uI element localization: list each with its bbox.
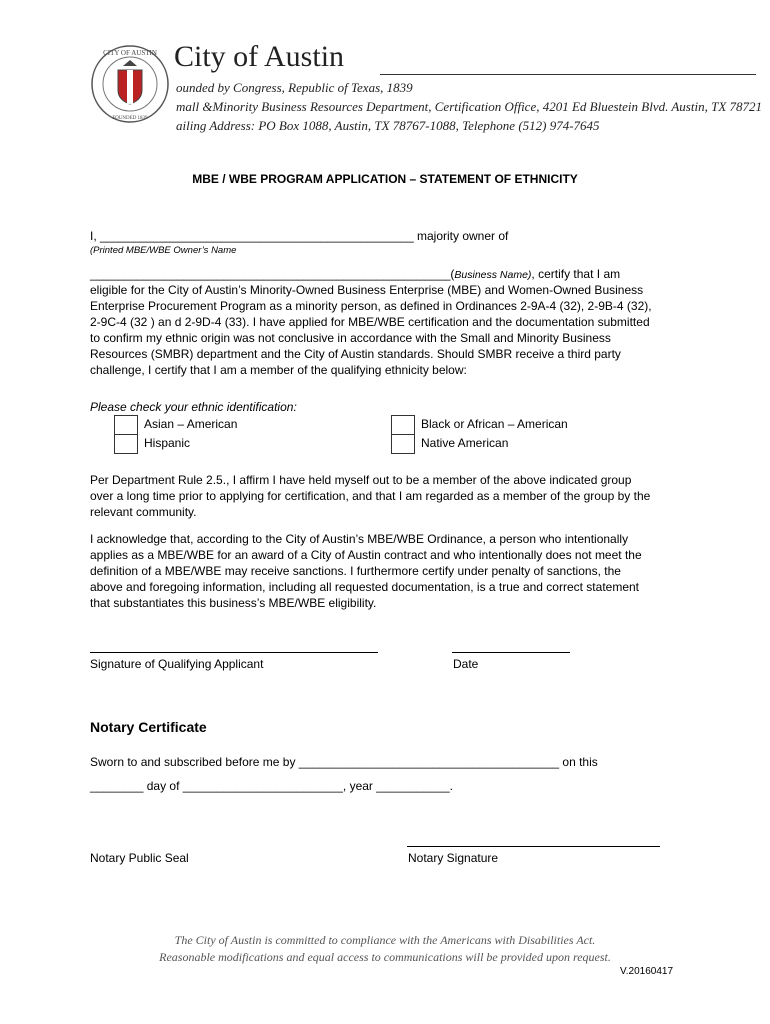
statement-line: Enterprise Procurement Program as a minority person, as defined in Ordinances 2-9A-4 (32), 2-9B-4 (32), (90, 299, 652, 313)
dept-rule-line: relevant community. (90, 505, 197, 519)
acknowledge-line: that substantiates this business’s MBE/WBE eligibility. (90, 596, 377, 610)
business-name-suffix: , certify that I am (531, 267, 621, 281)
city-seal-logo (90, 44, 170, 124)
notary-sworn-line[interactable]: Sworn to and subscribed before me by _______________________________________ on this (90, 755, 598, 769)
black-african-american-checkbox[interactable] (391, 415, 415, 435)
header-rule (380, 74, 756, 75)
statement-line: challenge, I certify that I am a member of the qualifying ethnicity below: (90, 363, 467, 377)
footer-ada-line: The City of Austin is committed to compliance with the Americans with Disabilities Act. (174, 933, 596, 947)
hispanic-label: Hispanic (144, 436, 191, 450)
business-name-caption: Business Name) (454, 269, 532, 281)
applicant-signature-line[interactable] (90, 652, 378, 653)
date-line[interactable] (452, 652, 570, 653)
native-american-label: Native American (421, 436, 509, 450)
business-name-blank: ______________________________________________________( (90, 267, 455, 281)
dept-rule-line: over a long time prior to applying for certification, and that I am regarded as a member of the group by the (90, 489, 651, 503)
statement-line: eligible for the City of Austin’s Minority-Owned Business Enterprise (MBE) and Women-Owned Business (90, 283, 644, 297)
ethnicity-prompt: Please check your ethnic identification: (90, 400, 297, 414)
statement-line: to confirm my ethnic origin was not conclusive in accordance with the Small and Minority Business (90, 331, 611, 345)
department-rule-paragraph (90, 472, 710, 520)
header-founded-line: ounded by Congress, Republic of Texas, 1839 (176, 80, 413, 95)
acknowledge-line: definition of a MBE/WBE may receive sanctions. I furthermore certify under penalty of sanctions, the (90, 564, 621, 578)
notary-day-line[interactable]: ________ day of ________________________, year ___________. (90, 779, 454, 793)
owner-name-line[interactable]: I, _______________________________________________ majority owner of (90, 229, 509, 243)
date-label: Date (453, 657, 479, 671)
svg-text:FOUNDED 1839: FOUNDED 1839 (112, 116, 148, 121)
asian-american-label: Asian – American (144, 417, 238, 431)
footer-request-line: Reasonable modifications and equal access to communications will be provided upon request. (159, 950, 611, 964)
acknowledge-line: above and foregoing information, including all requested documentation, is a true and correct statement (90, 580, 639, 594)
header-address-line: mall &Minority Business Resources Department, Certification Office, 4201 Ed Bluestein Blvd. Austin, TX 78721 (176, 99, 763, 114)
asian-american-checkbox[interactable] (114, 415, 138, 435)
header-mailing-line: ailing Address: PO Box 1088, Austin, TX 78767-1088, Telephone (512) 974-7645 (176, 118, 600, 133)
document-title: MBE / WBE PROGRAM APPLICATION – STATEMENT OF ETHNICITY (192, 172, 578, 186)
acknowledge-line: applies as a MBE/WBE for an award of a City of Austin contract and who intentionally does not meet the (90, 548, 642, 562)
notary-title: Notary Certificate (90, 719, 207, 735)
statement-line: 2-9C-4 (32 ) an d 2-9D-4 (33). I have applied for MBE/WBE certification and the documentation submitted (90, 315, 650, 329)
statement-paragraph (90, 282, 710, 378)
applicant-signature-label: Signature of Qualifying Applicant (90, 657, 264, 671)
acknowledge-line: I acknowledge that, according to the City of Austin’s MBE/WBE Ordinance, a person who intentionally (90, 532, 629, 546)
owner-name-caption: (Printed MBE/WBE Owner’s Name (90, 245, 237, 256)
notary-signature-line[interactable] (407, 846, 660, 847)
notary-seal-label: Notary Public Seal (90, 851, 189, 865)
black-african-american-label: Black or African – American (421, 417, 568, 431)
acknowledgement-paragraph (90, 531, 710, 611)
version-label: V.20160417 (620, 966, 674, 977)
dept-rule-line: Per Department Rule 2.5., I affirm I have held myself out to be a member of the above indicated group (90, 473, 632, 487)
statement-line: Resources (SMBR) department and the City of Austin standards. Should SMBR receive a third party (90, 347, 621, 361)
notary-signature-label: Notary Signature (408, 851, 499, 865)
business-name-line[interactable] (90, 266, 710, 283)
org-name: City of Austin (174, 40, 345, 73)
svg-text:CITY OF AUSTIN: CITY OF AUSTIN (103, 49, 157, 57)
hispanic-checkbox[interactable] (114, 434, 138, 454)
native-american-checkbox[interactable] (391, 434, 415, 454)
